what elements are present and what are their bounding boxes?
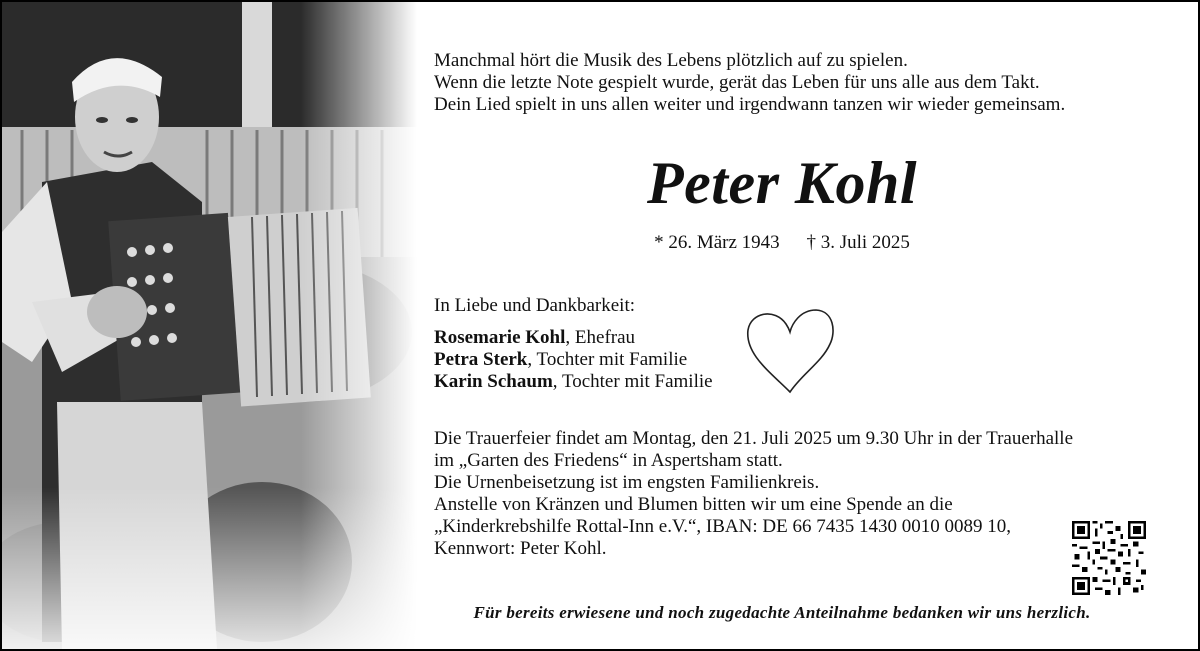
mourners-intro: In Liebe und Dankbarkeit: bbox=[434, 295, 636, 316]
motto-line: Wenn die letzte Note gespielt wurde, gerät das Leben für uns alle aus dem Takt. bbox=[434, 72, 1040, 93]
mourner-relation: , Tochter mit Familie bbox=[527, 349, 688, 370]
life-dates bbox=[434, 232, 1130, 254]
list-item bbox=[434, 371, 713, 393]
death-date: † 3. Juli 2025 bbox=[806, 232, 910, 253]
mourner-name: Petra Sterk bbox=[434, 349, 528, 370]
service-details bbox=[434, 428, 1073, 560]
qr-code-icon[interactable] bbox=[1072, 521, 1146, 600]
closing-thanks: Für bereits erwiesene und noch zugedachte Anteilnahme bedanken wir uns herzlich. bbox=[473, 603, 1091, 622]
service-line: Kennwort: Peter Kohl. bbox=[434, 538, 607, 559]
motto-verse bbox=[434, 50, 1065, 116]
service-line: Die Trauerfeier findet am Montag, den 21. Juli 2025 um 9.30 Uhr in der Trauerhalle bbox=[434, 428, 1074, 449]
mourner-name: Karin Schaum bbox=[434, 371, 553, 392]
birth-date: * 26. März 1943 bbox=[654, 232, 780, 253]
list-item bbox=[434, 349, 713, 371]
service-line: „Kinderkrebshilfe Rottal-Inn e.V.“, IBAN: DE 66 7435 1430 0010 0089 10, bbox=[434, 516, 1011, 537]
mourner-relation: , Tochter mit Familie bbox=[552, 371, 713, 392]
mourner-relation: , Ehefrau bbox=[565, 327, 636, 348]
service-line: im „Garten des Friedens“ in Aspertsham statt. bbox=[434, 450, 783, 471]
mourners-list bbox=[434, 327, 713, 393]
motto-line: Dein Lied spielt in uns allen weiter und irgendwann tanzen wir wieder gemeinsam. bbox=[434, 94, 1066, 115]
portrait-photo bbox=[2, 2, 417, 649]
motto-line: Manchmal hört die Musik des Lebens plötzlich auf zu spielen. bbox=[434, 50, 908, 71]
list-item bbox=[434, 327, 713, 349]
deceased-name: Peter Kohl bbox=[647, 150, 917, 216]
mourner-name: Rosemarie Kohl bbox=[434, 327, 566, 348]
service-line: Anstelle von Kränzen und Blumen bitten wir um eine Spende an die bbox=[434, 494, 953, 515]
heart-outline-icon bbox=[740, 302, 840, 402]
service-line: Die Urnenbeisetzung ist im engsten Familienkreis. bbox=[434, 472, 820, 493]
